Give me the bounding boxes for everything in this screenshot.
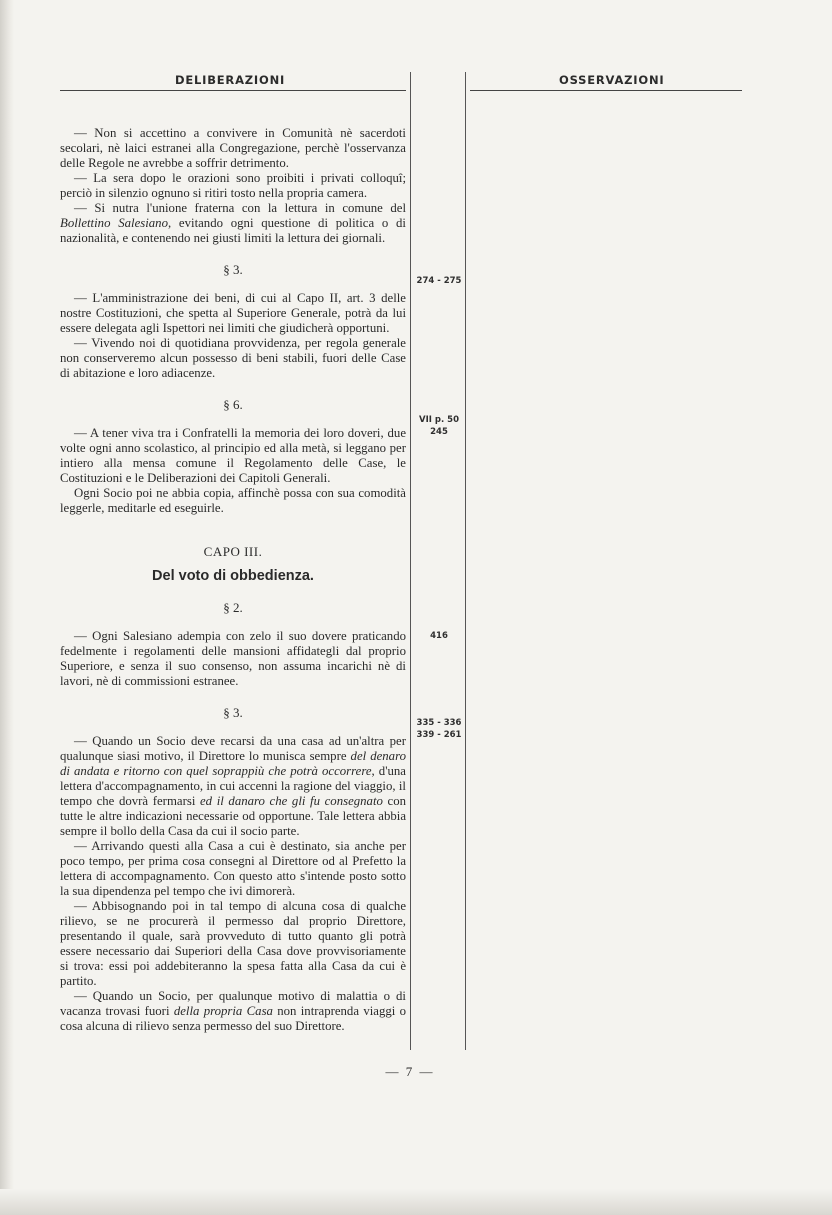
reference-274-275: 274 - 275	[416, 276, 462, 286]
chapter-number: CAPO III.	[203, 544, 263, 559]
header-rule-right	[470, 90, 742, 91]
chapter-title: Del voto di obbedienza.	[152, 568, 314, 584]
header-deliberazioni: DELIBERAZIONI	[175, 73, 286, 87]
scan-edge-bottom	[0, 1189, 832, 1215]
paragraph-viaggio: — Quando un Socio deve recarsi da una casa ad un'altra per qualunque siasi motivo, il Direttore lo munisca sempre del denaro di andata e ritorno con quel soprappiù che potrà occorrere, d'una lettera d'accompagnamento, in cui accenni la ragione del viaggio, il tempo che dovrà fermarsi ed il danaro che gli fu consegnato con tutte le altre indicazioni necessarie od opportune. Tale lettera abbia sempre il bollo della Casa da cui il socio parte.	[60, 734, 407, 838]
reference-245: 245	[430, 427, 448, 437]
header-rule-left	[60, 90, 406, 91]
page-number: — 7 —	[385, 1064, 435, 1079]
paragraph-lettura-regolamento: — A tener viva tra i Confratelli la memoria dei loro doveri, due volte ogni anno scolastico, al principio ed alla metà, si leggano per intiero alla mensa comune il Regolamento delle Case, le Costituzioni e le Deliberazioni dei Capitoli Generali.	[60, 426, 406, 485]
paragraph-copia: Ogni Socio poi ne abbia copia, affinchè possa con sua comodità leggerle, meditarle ed eseguirle.	[60, 486, 406, 515]
reference-vii-p50: VII p. 50	[419, 415, 459, 425]
reference-416: 416	[430, 631, 448, 641]
header-osservazioni: OSSERVAZIONI	[559, 73, 665, 87]
paragraph-bollettino: — Si nutra l'unione fraterna con la lettura in comune del Bollettino Salesiano, evitando ogni questione di politica o di nazionalità, e contenendo nei giusti limiti la lettura dei giornali.	[60, 201, 406, 245]
section-heading-3a: § 3.	[223, 262, 243, 277]
column-divider-2	[465, 72, 466, 1050]
paragraph-vacanza: — Quando un Socio, per qualunque motivo di malattia o di vacanza trovasi fuori della propria Casa non intraprenda viaggi o cosa alcuna di rilievo senza permesso del suo Direttore.	[60, 989, 406, 1033]
paragraph-permesso: — Abbisognando poi in tal tempo di alcuna cosa di qualche rilievo, se ne procurerà il permesso dal proprio Direttore, presentando il quale, sarà provveduto di tutto quanto gli potrà essere necessario dai Superiori della Casa dove provvisoriamente si trova: essi poi addebiteranno la spesa fatta alla Casa da cui è partito.	[60, 899, 406, 988]
paragraph-conviventi: — Non si accettino a convivere in Comunità nè sacerdoti secolari, nè laici estranei alla Congregazione, perchè l'osservanza delle Regole ne avrebbe a soffrir detrimento.	[60, 126, 406, 170]
paragraph-colloqui: — La sera dopo le orazioni sono proibiti i privati colloquî; perciò in silenzio ognuno si ritiri tosto nella propria camera.	[60, 171, 406, 200]
scan-edge-left	[0, 0, 14, 1215]
column-divider-1	[410, 72, 411, 1050]
bollettino-title: Bollettino Salesiano	[60, 216, 168, 230]
paragraph-provvidenza: — Vivendo noi di quotidiana provvidenza, per regola generale non conserveremo alcun possesso di beni stabili, fuori delle Case di abitazione e loro adiacenze.	[60, 336, 406, 380]
section-heading-3b: § 3.	[223, 705, 243, 720]
paragraph-dovere: — Ogni Salesiano adempia con zelo il suo dovere praticando fedelmente i regolamenti delle mansioni affidategli dal proprio Superiore, e senza il suo consenso, non assuma incarichi nè di lavori, nè di commissioni estranee.	[60, 629, 406, 688]
section-heading-2: § 2.	[223, 600, 243, 615]
reference-335-336: 335 - 336	[416, 718, 462, 728]
paragraph-arrivo: — Arrivando questi alla Casa a cui è destinato, sia anche per poco tempo, per prima cosa consegni al Direttore od al Prefetto la lettera di accompagnamento. Con questo atto s'intende posto sotto la sua dipendenza pel tempo che ivi dimorerà.	[60, 839, 406, 898]
deliberazioni-column	[60, 126, 406, 1034]
reference-339-261: 339 - 261	[416, 730, 462, 740]
paragraph-amministrazione: — L'amministrazione dei beni, di cui al Capo II, art. 3 delle nostre Costituzioni, che spetta al Superiore Generale, potrà da lui essere delegata agli Ispettori nei limiti che giudicherà opportuni.	[60, 291, 406, 335]
section-heading-6: § 6.	[223, 397, 243, 412]
